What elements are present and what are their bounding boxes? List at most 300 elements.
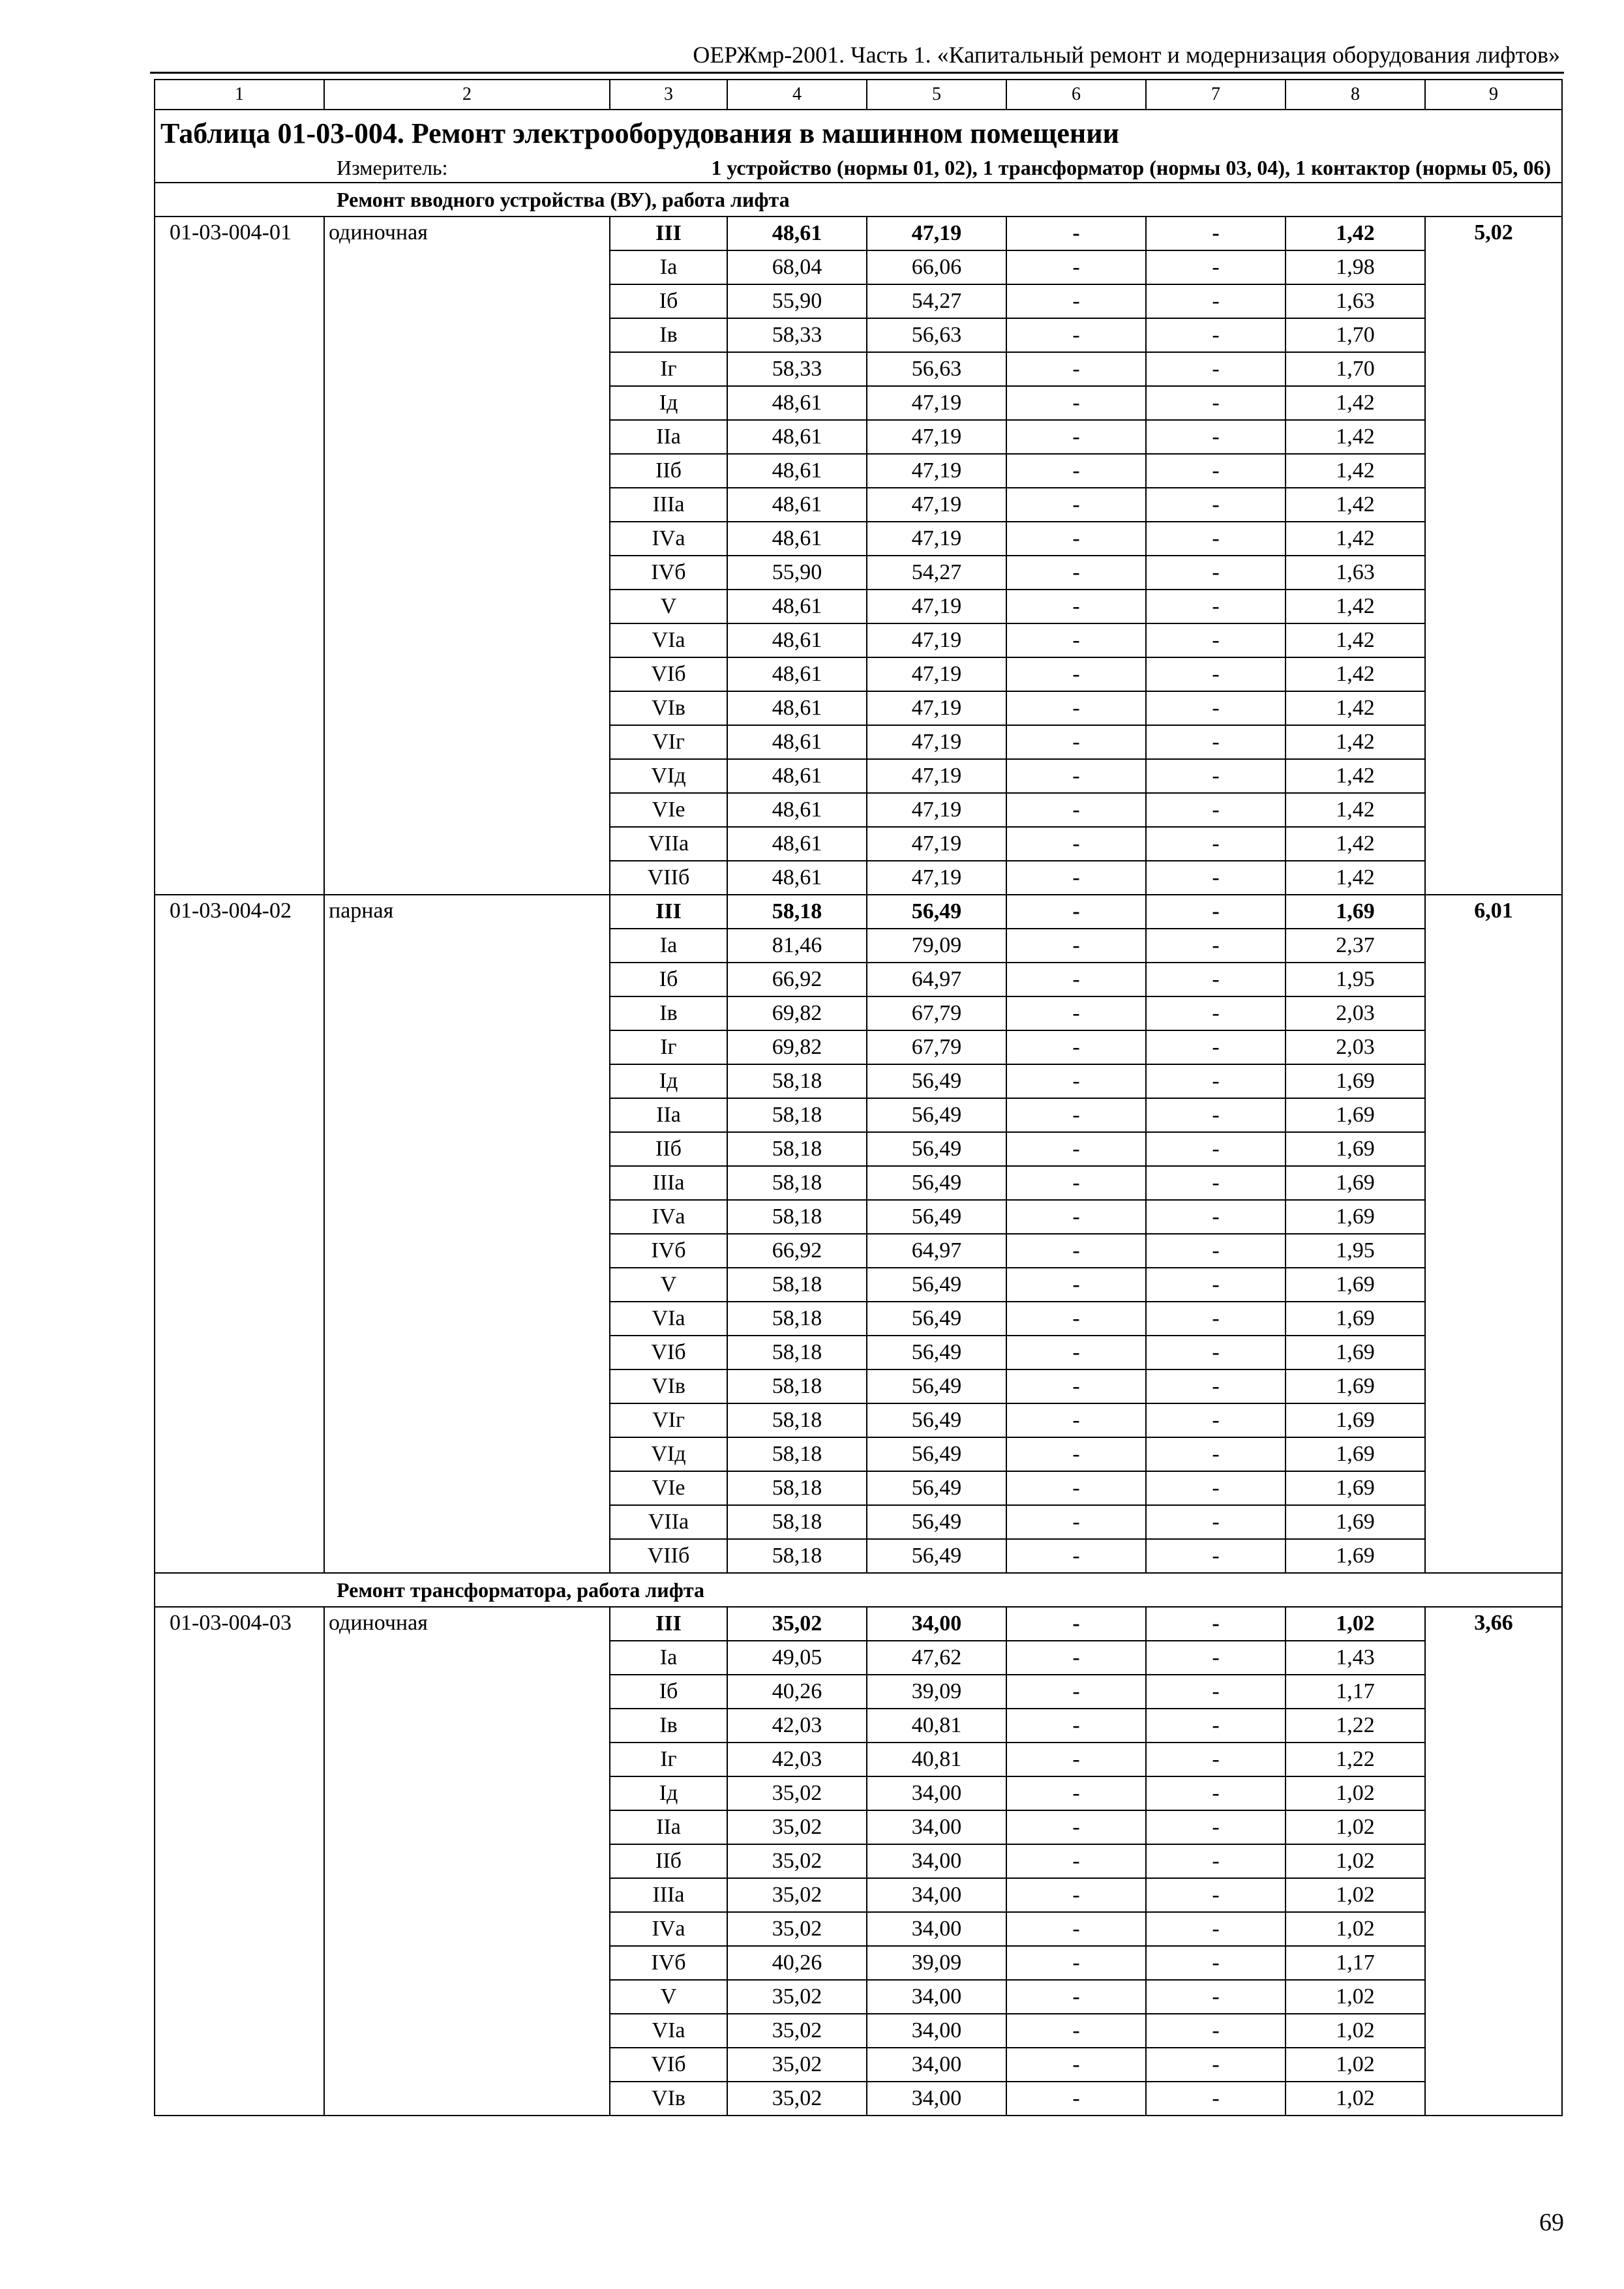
value-cell: - <box>1006 1471 1146 1505</box>
column-number: 9 <box>1425 80 1562 110</box>
value-cell: 48,61 <box>727 725 867 759</box>
norm-name: одиночная <box>324 1607 610 2116</box>
value-cell: - <box>1146 1539 1286 1573</box>
value-cell: - <box>1146 1946 1286 1980</box>
value-cell: 58,18 <box>727 1302 867 1336</box>
value-cell: - <box>1006 1437 1146 1471</box>
value-cell: 1,69 <box>1286 1302 1425 1336</box>
value-cell: 56,49 <box>867 1302 1006 1336</box>
value-cell: - <box>1146 1336 1286 1369</box>
value-cell: - <box>1006 522 1146 556</box>
value-cell: 1,95 <box>1286 963 1425 996</box>
column-number: 5 <box>867 80 1006 110</box>
section-row <box>155 183 1562 217</box>
value-cell: 1,69 <box>1286 895 1425 929</box>
value-cell: 1,02 <box>1286 1607 1425 1641</box>
value-cell: - <box>1006 1302 1146 1336</box>
value-cell: - <box>1006 284 1146 318</box>
zone-cell: Iв <box>610 1709 727 1743</box>
value-cell: 1,02 <box>1286 2082 1425 2116</box>
value-cell: 67,79 <box>867 1030 1006 1064</box>
value-cell: - <box>1146 1030 1286 1064</box>
value-cell: 1,22 <box>1286 1743 1425 1776</box>
value-cell: - <box>1146 1471 1286 1505</box>
value-cell: 1,02 <box>1286 1878 1425 1912</box>
value-cell: - <box>1006 1268 1146 1302</box>
value-cell: 47,19 <box>867 590 1006 623</box>
value-cell: 48,61 <box>727 488 867 522</box>
value-cell: 56,49 <box>867 1403 1006 1437</box>
table-title-cell <box>155 110 1562 183</box>
zone-cell: VIг <box>610 725 727 759</box>
column-number: 3 <box>610 80 727 110</box>
value-cell: 47,19 <box>867 454 1006 488</box>
value-cell: - <box>1146 895 1286 929</box>
value-cell: - <box>1006 488 1146 522</box>
unit-line <box>160 153 1556 182</box>
value-cell: - <box>1146 1844 1286 1878</box>
value-cell: 67,79 <box>867 996 1006 1030</box>
value-cell: - <box>1146 1709 1286 1743</box>
value-cell: - <box>1006 1336 1146 1369</box>
zone-cell: VIв <box>610 1369 727 1403</box>
value-cell: - <box>1006 1709 1146 1743</box>
value-cell: 49,05 <box>727 1641 867 1675</box>
value-cell: 56,49 <box>867 1437 1006 1471</box>
value-cell: - <box>1006 352 1146 386</box>
value-cell: 35,02 <box>727 1878 867 1912</box>
table-row <box>155 1607 1562 1641</box>
value-cell: - <box>1146 1641 1286 1675</box>
value-cell: - <box>1006 1912 1146 1946</box>
column-number: 2 <box>324 80 610 110</box>
value-cell: 2,37 <box>1286 929 1425 963</box>
zone-cell: VIе <box>610 1471 727 1505</box>
norm-code: 01-03-004-03 <box>155 1607 324 2116</box>
page-number: 69 <box>1539 2209 1564 2236</box>
value-cell: 58,33 <box>727 352 867 386</box>
value-cell: - <box>1006 725 1146 759</box>
value-cell: - <box>1006 793 1146 827</box>
value-cell: - <box>1146 1132 1286 1166</box>
value-cell: - <box>1146 1810 1286 1844</box>
value-cell: 47,19 <box>867 725 1006 759</box>
zone-cell: VIIб <box>610 1539 727 1573</box>
value-cell: 40,26 <box>727 1675 867 1709</box>
value-cell: 69,82 <box>727 1030 867 1064</box>
zone-cell: IIIа <box>610 488 727 522</box>
value-cell: 47,19 <box>867 522 1006 556</box>
value-cell: 55,90 <box>727 556 867 590</box>
value-cell: - <box>1146 657 1286 691</box>
zone-cell: Iд <box>610 1776 727 1810</box>
value-cell: 56,49 <box>867 1166 1006 1200</box>
norm-code: 01-03-004-01 <box>155 217 324 895</box>
value-cell: 1,42 <box>1286 217 1425 250</box>
value-cell: 81,46 <box>727 929 867 963</box>
value-cell: - <box>1006 1946 1146 1980</box>
zone-cell: IIIа <box>610 1878 727 1912</box>
value-cell: - <box>1006 2014 1146 2048</box>
value-cell: 1,69 <box>1286 1471 1425 1505</box>
value-cell: - <box>1006 1064 1146 1098</box>
value-cell: 1,02 <box>1286 1912 1425 1946</box>
value-cell: - <box>1006 386 1146 420</box>
value-cell: 1,02 <box>1286 1980 1425 2014</box>
value-cell: 48,61 <box>727 861 867 895</box>
zone-cell: VIIа <box>610 1505 727 1539</box>
value-cell: 58,18 <box>727 1505 867 1539</box>
value-cell: 1,43 <box>1286 1641 1425 1675</box>
value-cell: - <box>1146 1200 1286 1234</box>
value-cell: 48,61 <box>727 827 867 861</box>
value-cell: 1,70 <box>1286 352 1425 386</box>
value-cell: 58,18 <box>727 1098 867 1132</box>
value-cell: - <box>1006 1132 1146 1166</box>
norm-total: 3,66 <box>1425 1607 1562 2116</box>
value-cell: - <box>1006 759 1146 793</box>
value-cell: - <box>1006 250 1146 284</box>
value-cell: 58,18 <box>727 1539 867 1573</box>
value-cell: 1,63 <box>1286 556 1425 590</box>
value-cell: 1,02 <box>1286 1776 1425 1810</box>
zone-cell: VIIб <box>610 861 727 895</box>
value-cell: 1,22 <box>1286 1709 1425 1743</box>
value-cell: - <box>1006 929 1146 963</box>
value-cell: - <box>1146 759 1286 793</box>
zone-cell: VIб <box>610 657 727 691</box>
value-cell: - <box>1146 793 1286 827</box>
value-cell: 47,62 <box>867 1641 1006 1675</box>
value-cell: - <box>1006 556 1146 590</box>
value-cell: - <box>1146 1437 1286 1471</box>
value-cell: 58,18 <box>727 895 867 929</box>
unit-value: 1 устройство (нормы 01, 02), 1 трансформатор (нормы 03, 04), 1 контактор (нормы 05, 06) <box>711 156 1551 179</box>
value-cell: - <box>1146 1743 1286 1776</box>
value-cell: - <box>1006 1505 1146 1539</box>
zone-cell: V <box>610 590 727 623</box>
value-cell: 1,42 <box>1286 657 1425 691</box>
value-cell: - <box>1146 929 1286 963</box>
value-cell: - <box>1006 1878 1146 1912</box>
value-cell: 56,49 <box>867 1471 1006 1505</box>
value-cell: 66,06 <box>867 250 1006 284</box>
value-cell: - <box>1146 2082 1286 2116</box>
value-cell: 56,49 <box>867 1200 1006 1234</box>
value-cell: - <box>1146 1675 1286 1709</box>
value-cell: - <box>1146 996 1286 1030</box>
value-cell: 1,42 <box>1286 793 1425 827</box>
value-cell: - <box>1146 1980 1286 2014</box>
value-cell: 58,18 <box>727 1200 867 1234</box>
value-cell: 58,18 <box>727 1471 867 1505</box>
value-cell: - <box>1006 1403 1146 1437</box>
value-cell: - <box>1146 1878 1286 1912</box>
value-cell: 54,27 <box>867 284 1006 318</box>
zone-cell: V <box>610 1268 727 1302</box>
value-cell: 66,92 <box>727 1234 867 1268</box>
value-cell: 48,61 <box>727 522 867 556</box>
norm-code: 01-03-004-02 <box>155 895 324 1573</box>
value-cell: 34,00 <box>867 2014 1006 2048</box>
value-cell: 66,92 <box>727 963 867 996</box>
zone-cell: Iб <box>610 1675 727 1709</box>
value-cell: 1,42 <box>1286 488 1425 522</box>
value-cell: - <box>1006 1844 1146 1878</box>
value-cell: 34,00 <box>867 1810 1006 1844</box>
value-cell: 34,00 <box>867 1912 1006 1946</box>
value-cell: 58,18 <box>727 1403 867 1437</box>
value-cell: - <box>1006 1200 1146 1234</box>
value-cell: 69,82 <box>727 996 867 1030</box>
value-cell: - <box>1006 217 1146 250</box>
value-cell: 35,02 <box>727 1776 867 1810</box>
column-number: 1 <box>155 80 324 110</box>
value-cell: 47,19 <box>867 386 1006 420</box>
value-cell: - <box>1006 420 1146 454</box>
zone-cell: IIб <box>610 1132 727 1166</box>
value-cell: 48,61 <box>727 691 867 725</box>
zone-cell: VIд <box>610 759 727 793</box>
value-cell: - <box>1006 963 1146 996</box>
value-cell: 48,61 <box>727 454 867 488</box>
value-cell: - <box>1006 1776 1146 1810</box>
value-cell: - <box>1146 352 1286 386</box>
value-cell: 47,19 <box>867 793 1006 827</box>
value-cell: - <box>1146 522 1286 556</box>
value-cell: 1,42 <box>1286 725 1425 759</box>
zone-cell: Iг <box>610 1030 727 1064</box>
value-cell: - <box>1146 1403 1286 1437</box>
value-cell: 1,69 <box>1286 1437 1425 1471</box>
value-cell: 47,19 <box>867 827 1006 861</box>
value-cell: - <box>1146 318 1286 352</box>
value-cell: 1,69 <box>1286 1064 1425 1098</box>
value-cell: - <box>1006 1234 1146 1268</box>
value-cell: - <box>1006 861 1146 895</box>
zone-cell: IIIа <box>610 1166 727 1200</box>
value-cell: 48,61 <box>727 623 867 657</box>
value-cell: 2,03 <box>1286 996 1425 1030</box>
value-cell: 79,09 <box>867 929 1006 963</box>
column-number: 6 <box>1006 80 1146 110</box>
value-cell: 1,69 <box>1286 1539 1425 1573</box>
value-cell: 56,63 <box>867 352 1006 386</box>
zone-cell: V <box>610 1980 727 2014</box>
value-cell: - <box>1006 691 1146 725</box>
zone-cell: Iб <box>610 963 727 996</box>
value-cell: - <box>1146 2048 1286 2082</box>
value-cell: 1,02 <box>1286 2048 1425 2082</box>
value-cell: 1,69 <box>1286 1200 1425 1234</box>
value-cell: - <box>1006 657 1146 691</box>
value-cell: - <box>1146 454 1286 488</box>
zone-cell: VIе <box>610 793 727 827</box>
section-title: Ремонт трансформатора, работа лифта <box>155 1573 1562 1607</box>
value-cell: 58,33 <box>727 318 867 352</box>
table-row <box>155 895 1562 929</box>
value-cell: 56,49 <box>867 1505 1006 1539</box>
value-cell: 1,69 <box>1286 1369 1425 1403</box>
value-cell: - <box>1146 1505 1286 1539</box>
value-cell: 47,19 <box>867 691 1006 725</box>
value-cell: 40,26 <box>727 1946 867 1980</box>
zone-cell: IIа <box>610 420 727 454</box>
value-cell: - <box>1006 1980 1146 2014</box>
value-cell: 1,42 <box>1286 623 1425 657</box>
norms-table <box>154 79 1563 2116</box>
value-cell: - <box>1006 827 1146 861</box>
value-cell: - <box>1006 1743 1146 1776</box>
value-cell: 56,63 <box>867 318 1006 352</box>
value-cell: 48,61 <box>727 217 867 250</box>
value-cell: 58,18 <box>727 1166 867 1200</box>
zone-cell: Iд <box>610 1064 727 1098</box>
value-cell: 48,61 <box>727 759 867 793</box>
value-cell: 56,49 <box>867 1098 1006 1132</box>
value-cell: 34,00 <box>867 1776 1006 1810</box>
zone-cell: IVа <box>610 1912 727 1946</box>
value-cell: 34,00 <box>867 2082 1006 2116</box>
value-cell: 1,42 <box>1286 420 1425 454</box>
value-cell: 35,02 <box>727 2014 867 2048</box>
value-cell: 68,04 <box>727 250 867 284</box>
value-cell: - <box>1146 1302 1286 1336</box>
value-cell: 56,49 <box>867 1539 1006 1573</box>
value-cell: 1,95 <box>1286 1234 1425 1268</box>
value-cell: 54,27 <box>867 556 1006 590</box>
value-cell: 1,70 <box>1286 318 1425 352</box>
value-cell: 56,49 <box>867 1132 1006 1166</box>
value-cell: 42,03 <box>727 1709 867 1743</box>
zone-cell: VIв <box>610 2082 727 2116</box>
zone-cell: VIб <box>610 2048 727 2082</box>
value-cell: 58,18 <box>727 1268 867 1302</box>
value-cell: - <box>1146 2014 1286 2048</box>
value-cell: - <box>1146 861 1286 895</box>
value-cell: - <box>1146 1607 1286 1641</box>
zone-cell: Iд <box>610 386 727 420</box>
value-cell: - <box>1006 1641 1146 1675</box>
value-cell: 39,09 <box>867 1675 1006 1709</box>
value-cell: 1,42 <box>1286 386 1425 420</box>
value-cell: 1,98 <box>1286 250 1425 284</box>
value-cell: - <box>1146 1912 1286 1946</box>
value-cell: 35,02 <box>727 1810 867 1844</box>
value-cell: 1,02 <box>1286 1810 1425 1844</box>
value-cell: - <box>1006 1166 1146 1200</box>
value-cell: 58,18 <box>727 1064 867 1098</box>
column-number: 8 <box>1286 80 1425 110</box>
value-cell: 48,61 <box>727 420 867 454</box>
value-cell: 1,42 <box>1286 590 1425 623</box>
value-cell: 56,49 <box>867 1268 1006 1302</box>
value-cell: - <box>1146 1369 1286 1403</box>
value-cell: 1,69 <box>1286 1132 1425 1166</box>
value-cell: 64,97 <box>867 963 1006 996</box>
value-cell: - <box>1006 1098 1146 1132</box>
value-cell: - <box>1146 963 1286 996</box>
value-cell: 34,00 <box>867 1844 1006 1878</box>
value-cell: 40,81 <box>867 1743 1006 1776</box>
table-title-row <box>155 110 1562 183</box>
value-cell: 1,42 <box>1286 759 1425 793</box>
zone-cell: Iв <box>610 996 727 1030</box>
zone-cell: IVб <box>610 556 727 590</box>
value-cell: 1,02 <box>1286 1844 1425 1878</box>
value-cell: 1,69 <box>1286 1166 1425 1200</box>
zone-cell: IVа <box>610 1200 727 1234</box>
value-cell: - <box>1006 1539 1146 1573</box>
norm-total: 6,01 <box>1425 895 1562 1573</box>
value-cell: - <box>1146 1166 1286 1200</box>
value-cell: - <box>1006 1030 1146 1064</box>
value-cell: 47,19 <box>867 759 1006 793</box>
zone-cell: Iв <box>610 318 727 352</box>
value-cell: - <box>1146 623 1286 657</box>
zone-cell: III <box>610 217 727 250</box>
value-cell: - <box>1006 895 1146 929</box>
zone-cell: IIа <box>610 1098 727 1132</box>
value-cell: 64,97 <box>867 1234 1006 1268</box>
column-number-row <box>155 80 1562 110</box>
value-cell: 1,69 <box>1286 1403 1425 1437</box>
value-cell: 48,61 <box>727 386 867 420</box>
value-cell: - <box>1006 1810 1146 1844</box>
value-cell: 55,90 <box>727 284 867 318</box>
value-cell: 47,19 <box>867 420 1006 454</box>
value-cell: - <box>1146 1064 1286 1098</box>
value-cell: 1,42 <box>1286 827 1425 861</box>
value-cell: 56,49 <box>867 1369 1006 1403</box>
value-cell: 34,00 <box>867 2048 1006 2082</box>
zone-cell: IIа <box>610 1810 727 1844</box>
norm-name: одиночная <box>324 217 610 895</box>
zone-cell: IIб <box>610 1844 727 1878</box>
zone-cell: III <box>610 895 727 929</box>
value-cell: 35,02 <box>727 2048 867 2082</box>
value-cell: - <box>1146 725 1286 759</box>
value-cell: 56,49 <box>867 1064 1006 1098</box>
value-cell: - <box>1006 2082 1146 2116</box>
value-cell: - <box>1146 1234 1286 1268</box>
value-cell: 47,19 <box>867 217 1006 250</box>
value-cell: 58,18 <box>727 1336 867 1369</box>
value-cell: 1,42 <box>1286 454 1425 488</box>
value-cell: - <box>1006 318 1146 352</box>
zone-cell: Iб <box>610 284 727 318</box>
zone-cell: Iа <box>610 250 727 284</box>
value-cell: - <box>1146 827 1286 861</box>
section-row <box>155 1573 1562 1607</box>
zone-cell: VIа <box>610 2014 727 2048</box>
zone-cell: VIб <box>610 1336 727 1369</box>
norm-name: парная <box>324 895 610 1573</box>
value-cell: 56,49 <box>867 895 1006 929</box>
zone-cell: VIд <box>610 1437 727 1471</box>
value-cell: - <box>1006 1675 1146 1709</box>
value-cell: 47,19 <box>867 488 1006 522</box>
value-cell: - <box>1146 1776 1286 1810</box>
zone-cell: VIIа <box>610 827 727 861</box>
value-cell: - <box>1146 1098 1286 1132</box>
value-cell: 42,03 <box>727 1743 867 1776</box>
norm-total: 5,02 <box>1425 217 1562 895</box>
value-cell: - <box>1006 1369 1146 1403</box>
unit-label: Измеритель: <box>337 156 448 179</box>
value-cell: 1,69 <box>1286 1336 1425 1369</box>
zone-cell: VIа <box>610 623 727 657</box>
